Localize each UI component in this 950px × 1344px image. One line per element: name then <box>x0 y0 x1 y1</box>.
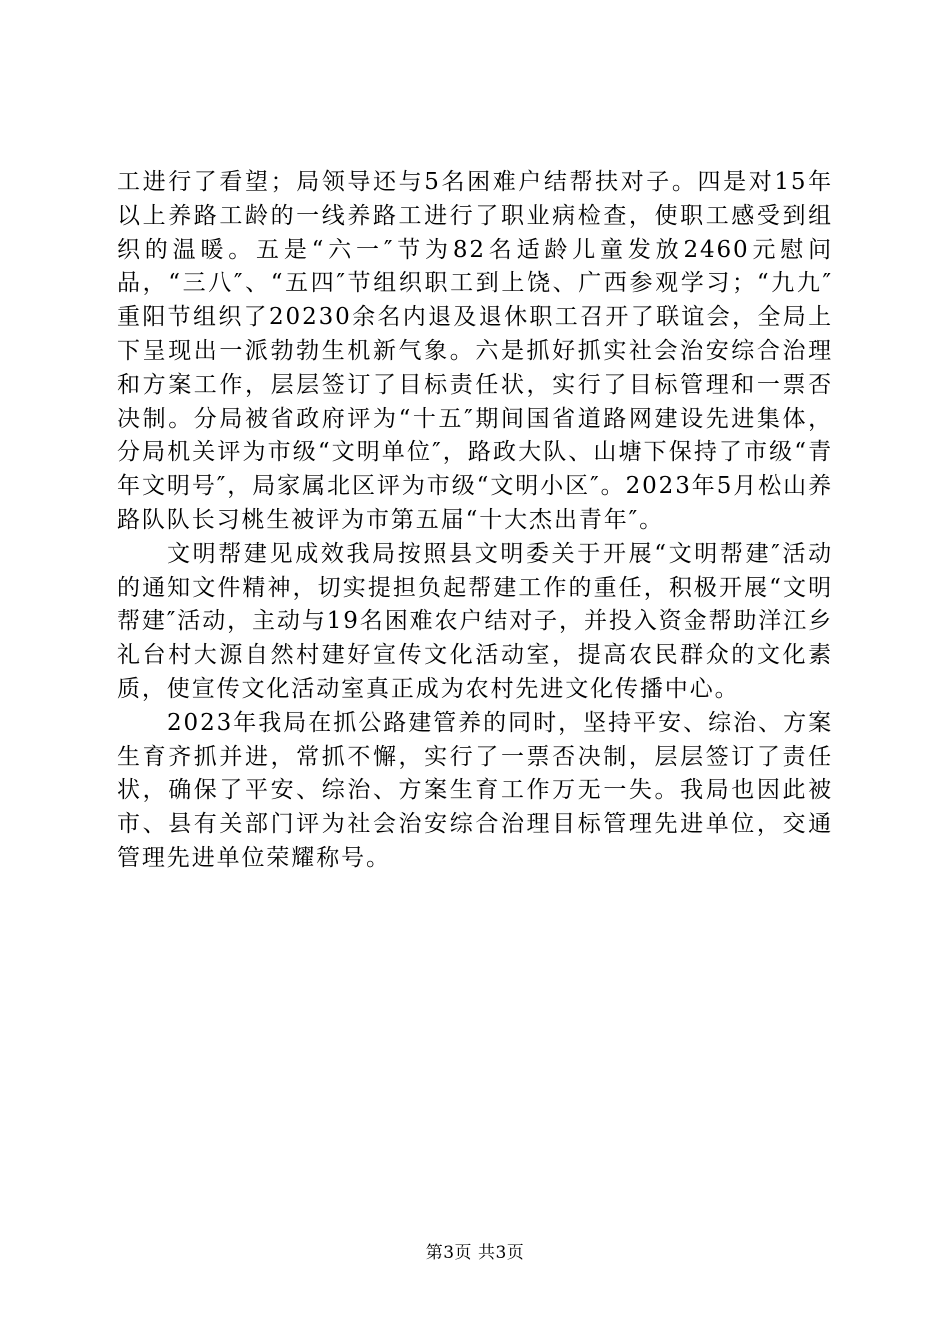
document-body <box>117 166 833 876</box>
page-number-footer: 第3页 共3页 <box>425 1243 525 1263</box>
body-paragraph-safety-governance: 2023年我局在抓公路建管养的同时，坚持平安、综治、方案生育齐抓并进，常抓不懈，实行了一票否决制，层层签订了责任状，确保了平安、综治、方案生育工作万无一失。我局也因此被市、县有关部门评为社会治安综合治理目标管理先进单位，交通管理先进单位荣耀称号。 <box>117 709 833 871</box>
body-paragraph-civilization-assistance: 文明帮建见成效我局按照县文明委关于开展“文明帮建″活动的通知文件精神，切实提担负起帮建工作的重任，积极开展“文明帮建″活动，主动与19名困难农户结对子，并投入资金帮助洋江乡礼台村大源自然村建好宣传文化活动室，提高农民群众的文化素质，使宣传文化活动室真正成为农村先进文化传播中心。 <box>117 540 833 702</box>
body-paragraph-continued: 工进行了看望；局领导还与5名困难户结帮扶对子。四是对15年以上养路工龄的一线养路工进行了职业病检查，使职工感受到组织的温暖。五是“六一″节为82名适龄儿童发放2460元慰问品，“三八″、“五四″节组织职工到上饶、广西参观学习；“九九″重阳节组织了20230余名内退及退休职工召开了联谊会，全局上下呈现出一派勃勃生机新气象。六是抓好抓实社会治安综合治理和方案工作，层层签订了目标责任状，实行了目标管理和一票否决制。分局被省政府评为“十五″期间国省道路网建设先进集体，分局机关评为市级“文明单位″，路政大队、山塘下保持了市级“青年文明号″，局家属北区评为市级“文明小区″。2023年5月松山养路队队长习桃生被评为市第五届“十大杰出青年″。 <box>117 169 833 533</box>
